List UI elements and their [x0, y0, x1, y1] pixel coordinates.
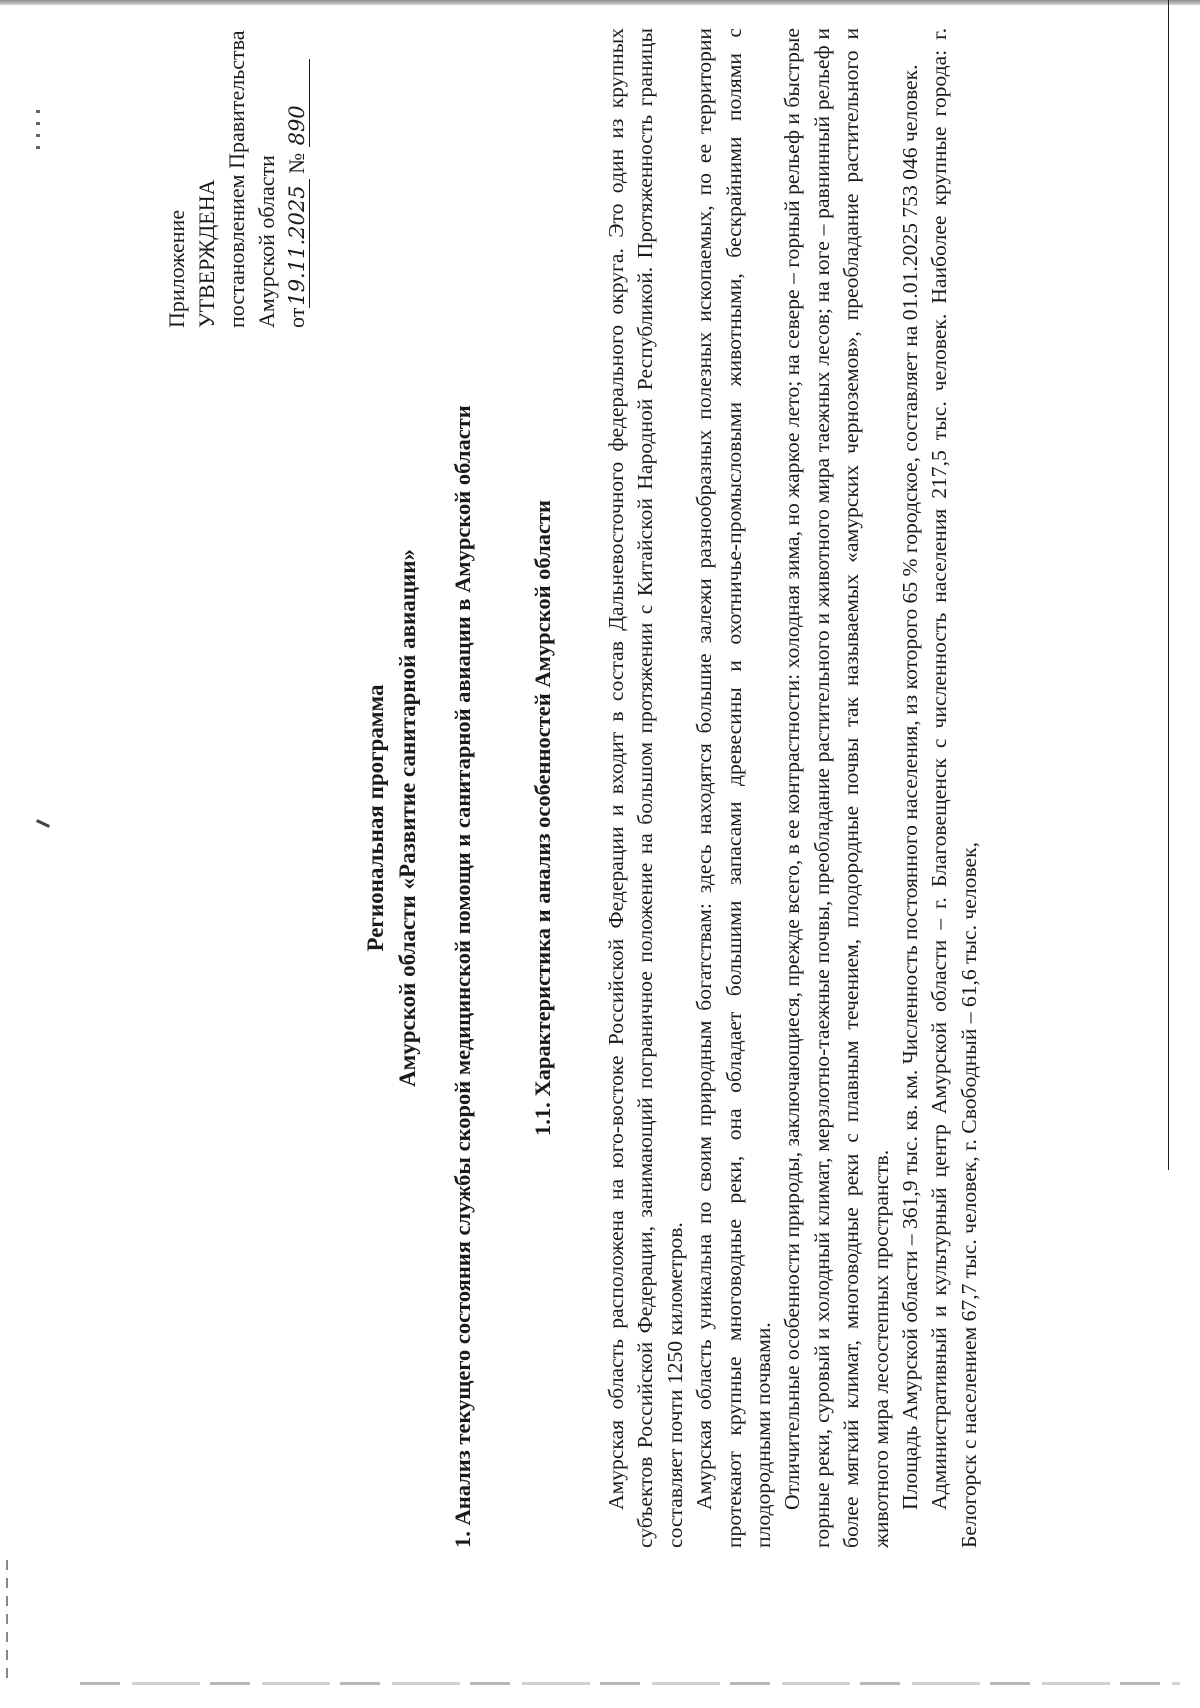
handwritten-date: 19.11.2025: [285, 179, 310, 307]
approval-line-approved: УТВЕРЖДЕНА: [194, 179, 219, 328]
paragraph-nature: Отличительные особенности природы, заключающиеся, прежде всего, в ее контрастности: холодная зима, но жаркое лето; на севере – горный рельеф и быстрые горные реки, суровый и холодный климат, мерзлотно-таежные почвы, преобладание растительного и животного мира таежных лесов; на юге – равнинный рельеф и более мягкий климат, многоводные реки с плавным течением, плодородные почвы так называемых «амурских черноземов», преобладание растительного и животного мира лесостепных пространств.: [780, 27, 893, 1548]
approval-line-decree: постановлением Правительства: [224, 30, 249, 328]
paragraph-area-population: Площадь Амурской области – 361,9 тыс. кв. км. Численность постоянного населения, из которого 65 % городское, составляет на 01.01.2025 753 046 человек.: [898, 64, 923, 1510]
date-prefix: от: [284, 307, 309, 328]
section-heading: 1. Анализ текущего состояния службы скорой медицинской помощи и санитарной авиации в Амурской области: [450, 405, 475, 1548]
paragraph-location: Амурская область расположена на юго-востоке Российской Федерации и входит в состав Дальневосточного федерального округа. Это один из крупных субъектов Российской Федерации, занимающий пограничное положение на большом протяжении с Китайской Народной Республикой. Протяженность границы составляет почти 1250 километров.: [604, 28, 687, 1548]
subsection-heading: 1.1. Характеристика и анализ особенностей Амурской области: [530, 500, 555, 1136]
body-text: [602, 28, 984, 1548]
paragraph-resources: Амурская область уникальна по своим природным богатствам: здесь находятся большие залежи разнообразных полезных ископаемых, по ее территории протекают крупные многоводные реки, она обладает большими запасами древесины и охотничье-промысловыми животными, бескрайними полями с плодородными почвами.: [692, 28, 776, 1548]
approval-date-line: [282, 28, 312, 328]
approval-line-region: Амурской области: [254, 155, 279, 328]
number-label: №: [284, 152, 309, 174]
paragraph-cities: Административный и культурный центр Амурской области – г. Благовещенск с численность населения 217,5 тыс. человек. Наиболее крупные города: г. Белогорск с населением 67,7 тыс. человек, г. Свободный – 61,6 тыс. человек,: [927, 28, 981, 1548]
approval-line-appendix: Приложение: [164, 209, 189, 328]
approval-stamp-block: [162, 28, 312, 328]
program-title: [360, 268, 424, 1368]
program-title-line2: Амурской области «Развитие санитарной авиации»: [395, 548, 420, 1088]
handwritten-number: 890: [285, 59, 310, 147]
program-title-line1: Региональная программа: [363, 684, 388, 952]
